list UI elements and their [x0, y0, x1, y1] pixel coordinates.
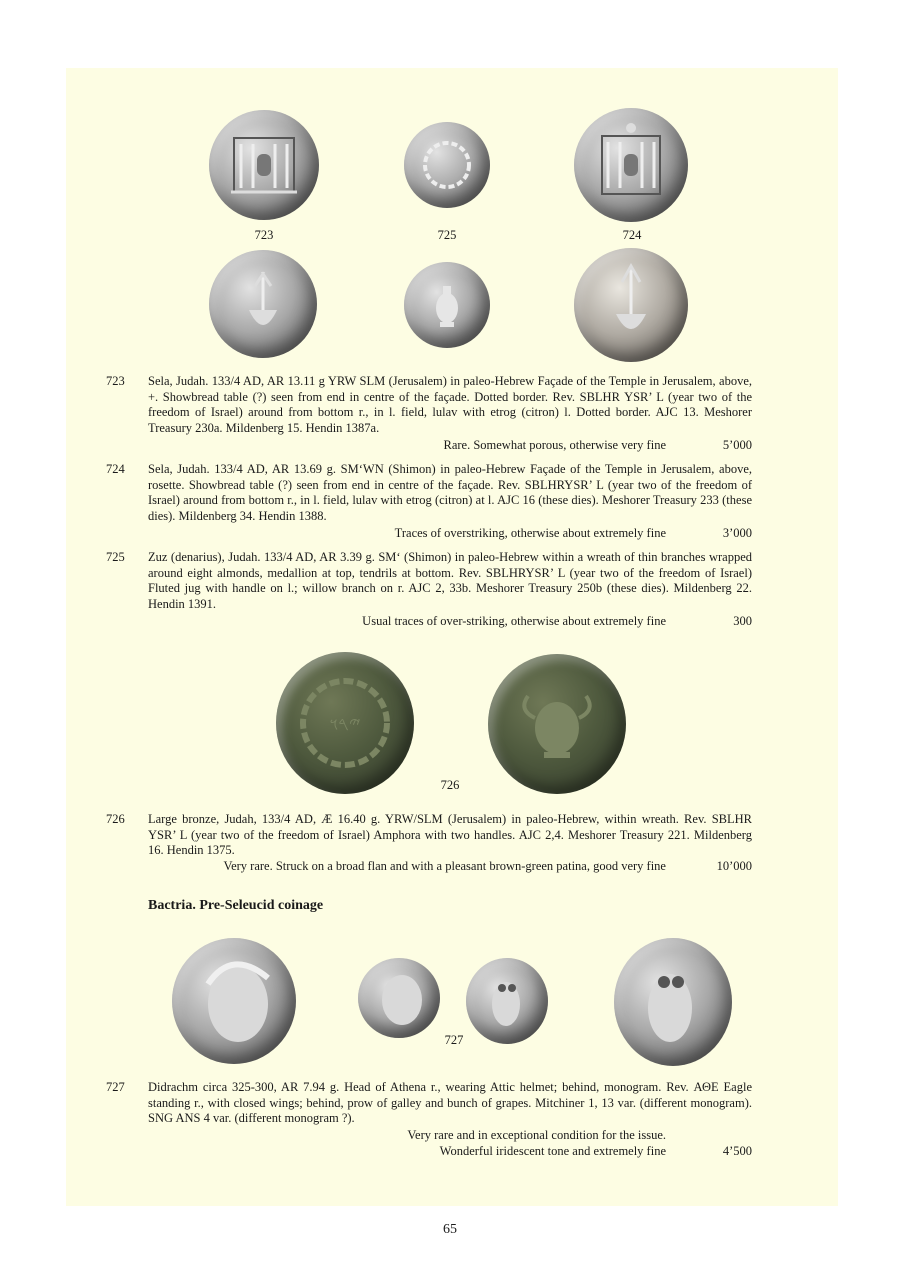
lot-number: 723 [106, 374, 125, 388]
coin-723-label: 723 [254, 228, 274, 242]
lot-727 [106, 1080, 752, 1160]
coin-725-reverse-photo [404, 262, 490, 348]
lot-description: Large bronze, Judah, 133/4 AD, Æ 16.40 g. YRW/SLM (Jerusalem) in paleo-Hebrew, within wreath. Rev. SBLHR YSR’ L (year two of the freedom of Israel) Amphora with two handles. AJC 2,4. Meshorer Treasury 221. Mildenberg 16. Hendin 1375. [148, 812, 752, 858]
lot-condition-note: Very rare and in exceptional condition for the issue. [407, 1128, 666, 1142]
lot-726 [106, 812, 752, 876]
coin-726-label: 726 [440, 778, 460, 792]
lot-number: 727 [106, 1080, 125, 1094]
coin-727-obverse-photo [358, 958, 440, 1038]
section-heading: Bactria. Pre-Seleucid coinage [148, 898, 324, 913]
coin-726-reverse-photo [488, 654, 626, 794]
page-number: 65 [443, 1222, 457, 1237]
lot-number: 725 [106, 550, 125, 564]
lot-condition: Traces of overstriking, otherwise about extremely fine [394, 526, 666, 540]
lot-condition: Usual traces of over-striking, otherwise about extremely fine [362, 614, 666, 628]
coin-727-reverse-photo [466, 958, 548, 1044]
lot-724 [106, 462, 752, 542]
coin-723-obverse-photo [209, 110, 319, 220]
coin-725-label: 725 [437, 228, 457, 242]
lot-description: Didrachm circa 325-300, AR 7.94 g. Head of Athena r., wearing Attic helmet; behind, monogram. Rev. ΑΘΕ Eagle standing r., with closed wings; behind, prow of galley and bunch of grapes. Mitchiner 1, 13 var. (different monogram). SNG ANS 4 var. (different monogram ?). [148, 1080, 752, 1126]
lot-estimate: 4’500 [722, 1144, 752, 1158]
lot-condition: Rare. Somewhat porous, otherwise very fine [443, 438, 666, 452]
lot-condition: Wonderful iridescent tone and extremely fine [439, 1144, 666, 1158]
lot-estimate: 3’000 [722, 526, 752, 540]
lot-number: 726 [106, 812, 125, 826]
coin-727-reverse-enlarged-photo [614, 938, 732, 1066]
coin-724-reverse-photo [574, 248, 688, 362]
lot-description: Sela, Judah. 133/4 AD, AR 13.69 g. SM‘WN (Shimon) in paleo-Hebrew Façade of the Temple in Jerusalem, above, rosette. Showbread table (?) seen from end in centre of the façade. Rev. SBLHRYSR’ L (year two of the freedom of Israel) around from bottom r., in l. field, lulav with etrog (citron) at l. AJC 16 (these dies). Meshorer Treasury 233 (these dies). Mildenberg 34. Hendin 1388. [148, 462, 752, 523]
lot-725 [106, 550, 752, 630]
coin-723-reverse-photo [209, 250, 317, 358]
lot-description: Sela, Judah. 133/4 AD, AR 13.11 g YRW SLM (Jerusalem) in paleo-Hebrew Façade of the Temple in Jerusalem, above, +. Showbread table (?) seen from end in centre of the façade. Dotted border. Rev. SBLHR YSR’ L (year two of the freedom of Israel) around from bottom r., in l. field, lulav with etrog (citron) l. Dotted border. AJC 13. Meshorer Treasury 230a. Mildenberg 15. Hendin 1387a. [148, 374, 752, 435]
coin-727-label: 727 [444, 1033, 464, 1047]
lot-estimate: 5’000 [722, 438, 752, 452]
coin-726-obverse-photo [276, 652, 414, 794]
coin-727-obverse-enlarged-photo [172, 938, 296, 1064]
lot-estimate: 10’000 [716, 859, 752, 873]
lot-723 [106, 374, 752, 454]
coin-725-obverse-photo [404, 122, 490, 208]
lot-number: 724 [106, 462, 125, 476]
coin-724-label: 724 [622, 228, 642, 242]
coin-724-obverse-photo [574, 108, 688, 222]
svg-text:𐤉𐤓𐤅: 𐤉𐤓𐤅 [329, 714, 361, 735]
lot-estimate: 300 [733, 614, 752, 628]
lot-description: Zuz (denarius), Judah. 133/4 AD, AR 3.39 g. SM‘ (Shimon) in paleo-Hebrew within a wreath of thin branches wrapped around eight almonds, medallion at top, tendrils at bottom. Rev. SBLHRYSR’ L (year two of the freedom of Israel) Fluted jug with handle on l.; willow branch on r. AJC 2, 33b. Meshorer Treasury 250b (these dies). Mildenberg 22. Hendin 1391. [148, 550, 752, 611]
lot-condition: Very rare. Struck on a broad flan and with a pleasant brown-green patina, good very fine [223, 859, 666, 873]
